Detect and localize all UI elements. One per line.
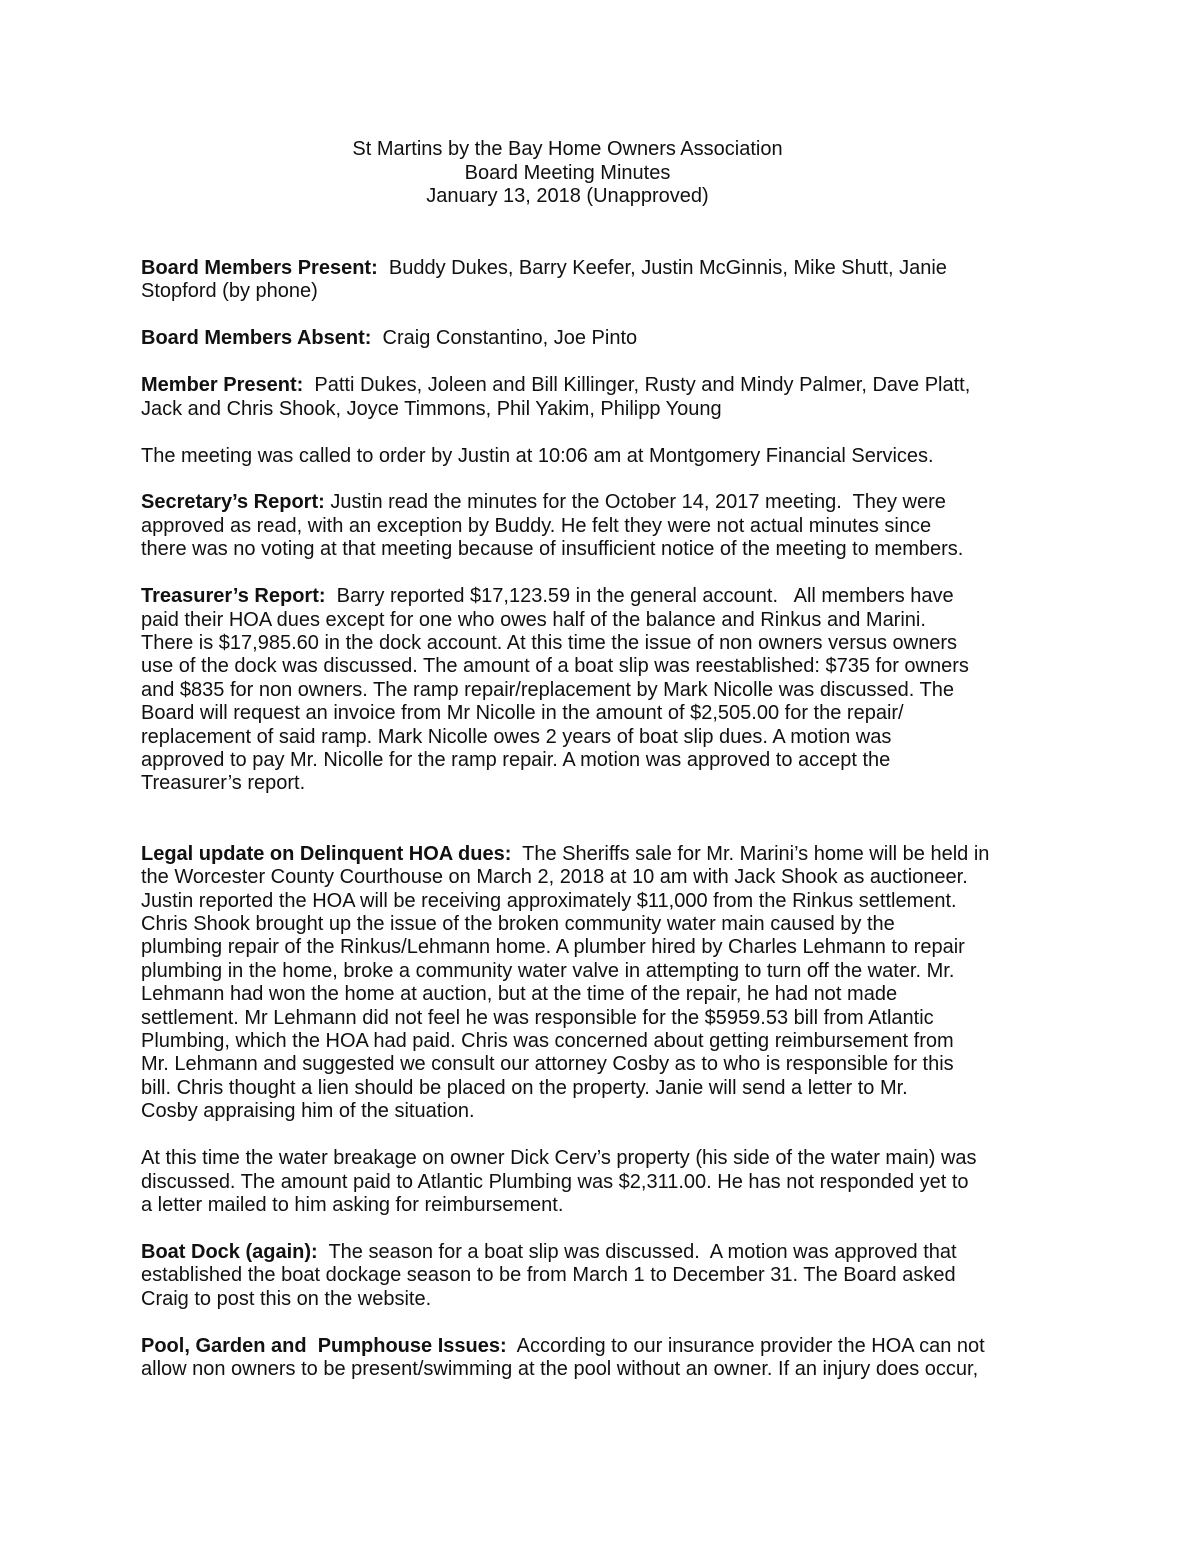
member-present-text: Patti Dukes, Joleen and Bill Killinger, Rusty and Mindy Palmer, Dave Platt,	[303, 374, 971, 397]
call-to-order-text: The meeting was called to order by Justin at 10:06 am at Montgomery Financial Services.	[141, 444, 934, 467]
pool-label: Pool, Garden and Pumphouse Issues:	[141, 1334, 507, 1357]
water-breakage-text: a letter mailed to him asking for reimbursement.	[141, 1194, 564, 1216]
member-present-text: Jack and Chris Shook, Joyce Timmons, Phil Yakim, Philipp Young	[141, 397, 722, 420]
document-title: Board Meeting Minutes	[464, 161, 671, 184]
legal-text: The Sheriffs sale for Mr. Marini’s home will be held in	[511, 842, 990, 865]
secretary-text: approved as read, with an exception by Buddy. He felt they were not actual minutes since	[141, 514, 932, 537]
water-breakage	[141, 1147, 1063, 1217]
water-breakage-text: discussed. The amount paid to Atlantic Plumbing was $2,311.00. He has not responded yet to	[141, 1170, 969, 1193]
member-present-label: Member Present:	[141, 374, 304, 397]
board-absent-label: Board Members Absent:	[141, 327, 372, 350]
boat-dock-text: Craig to post this on the website.	[141, 1287, 432, 1310]
treasurer-report	[141, 585, 1063, 796]
legal-text: settlement. Mr Lehmann did not feel he was responsible for the $5959.53 bill from Atlantic	[141, 1006, 934, 1029]
secretary-label: Secretary’s Report:	[141, 491, 325, 514]
treasurer-text: use of the dock was discussed. The amount of a boat slip was reestablished: $735 for owners	[141, 655, 969, 678]
pool-garden-pumphouse	[141, 1335, 1063, 1382]
secretary-text: there was no voting at that meeting because of insufficient notice of the meeting to members.	[141, 538, 964, 561]
legal-text: Justin reported the HOA will be receiving approximately $11,000 from the Rinkus settlement.	[141, 889, 957, 912]
section-spacer	[141, 819, 1063, 843]
pool-text: According to our insurance provider the HOA can not	[506, 1334, 985, 1357]
call-to-order	[141, 445, 1063, 468]
legal-text: bill. Chris thought a lien should be placed on the property. Janie will send a letter to Mr.	[141, 1076, 908, 1099]
treasurer-text: Treasurer’s report.	[141, 772, 306, 795]
legal-text: plumbing repair of the Rinkus/Lehmann home. A plumber hired by Charles Lehmann to repair	[141, 936, 965, 959]
board-members-present	[141, 257, 1063, 304]
board-absent-text: Craig Constantino, Joe Pinto	[371, 327, 638, 350]
legal-text: Cosby appraising him of the situation.	[141, 1100, 475, 1123]
water-breakage-text: At this time the water breakage on owner Dick Cerv’s property (his side of the water main) was	[141, 1147, 977, 1170]
legal-text: plumbing in the home, broke a community water valve in attempting to turn off the water. Mr.	[141, 959, 955, 982]
legal-label: Legal update on Delinquent HOA dues:	[141, 842, 512, 865]
legal-update	[141, 843, 1063, 1124]
legal-text: Lehmann had won the home at auction, but at the time of the repair, he had not made	[141, 983, 898, 1006]
board-present-text: Buddy Dukes, Barry Keefer, Justin McGinnis, Mike Shutt, Janie	[377, 257, 947, 279]
meeting-date: January 13, 2018 (Unapproved)	[426, 185, 709, 207]
secretary-text: Justin read the minutes for the October 14, 2017 meeting. They were	[324, 491, 946, 514]
treasurer-text: approved to pay Mr. Nicolle for the ramp repair. A motion was approved to accept the	[141, 749, 891, 771]
pool-text: allow non owners to be present/swimming at the pool without an owner. If an injury does occur,	[141, 1358, 979, 1381]
treasurer-label: Treasurer’s Report:	[141, 585, 326, 608]
legal-text: Chris Shook brought up the issue of the broken community water main caused by the	[141, 913, 895, 936]
members-present	[141, 374, 1063, 421]
association-title: St Martins by the Bay Home Owners Association	[352, 138, 783, 160]
boat-dock	[141, 1241, 1063, 1311]
treasurer-text: Barry reported $17,123.59 in the general account. All members have	[325, 585, 954, 608]
legal-text: the Worcester County Courthouse on March 2, 2018 at 10 am with Jack Shook as auctioneer.	[141, 866, 968, 889]
boat-dock-label: Boat Dock (again):	[141, 1240, 318, 1263]
treasurer-text: There is $17,985.60 in the dock account. At this time the issue of non owners versus owners	[141, 631, 958, 654]
board-members-absent	[141, 327, 1063, 350]
treasurer-text: replacement of said ramp. Mark Nicolle owes 2 years of boat slip dues. A motion was	[141, 725, 892, 748]
legal-text: Plumbing, which the HOA had paid. Chris was concerned about getting reimbursement from	[141, 1030, 954, 1053]
boat-dock-text: The season for a boat slip was discussed. A motion was approved that	[317, 1240, 957, 1263]
board-present-label: Board Members Present:	[141, 257, 378, 279]
legal-text: Mr. Lehmann and suggested we consult our attorney Cosby as to who is responsible for this	[141, 1053, 954, 1076]
treasurer-text: Board will request an invoice from Mr Nicolle in the amount of $2,505.00 for the repair/	[141, 702, 904, 725]
secretary-report	[141, 491, 1063, 561]
boat-dock-text: established the boat dockage season to be from March 1 to December 31. The Board asked	[141, 1264, 956, 1287]
document-header	[0, 138, 1135, 209]
minutes-body	[141, 257, 1063, 1405]
treasurer-text: paid their HOA dues except for one who owes half of the balance and Rinkus and Marini.	[141, 608, 926, 631]
treasurer-text: and $835 for non owners. The ramp repair/replacement by Mark Nicolle was discussed. The	[141, 678, 954, 701]
board-present-text: Stopford (by phone)	[141, 280, 318, 303]
